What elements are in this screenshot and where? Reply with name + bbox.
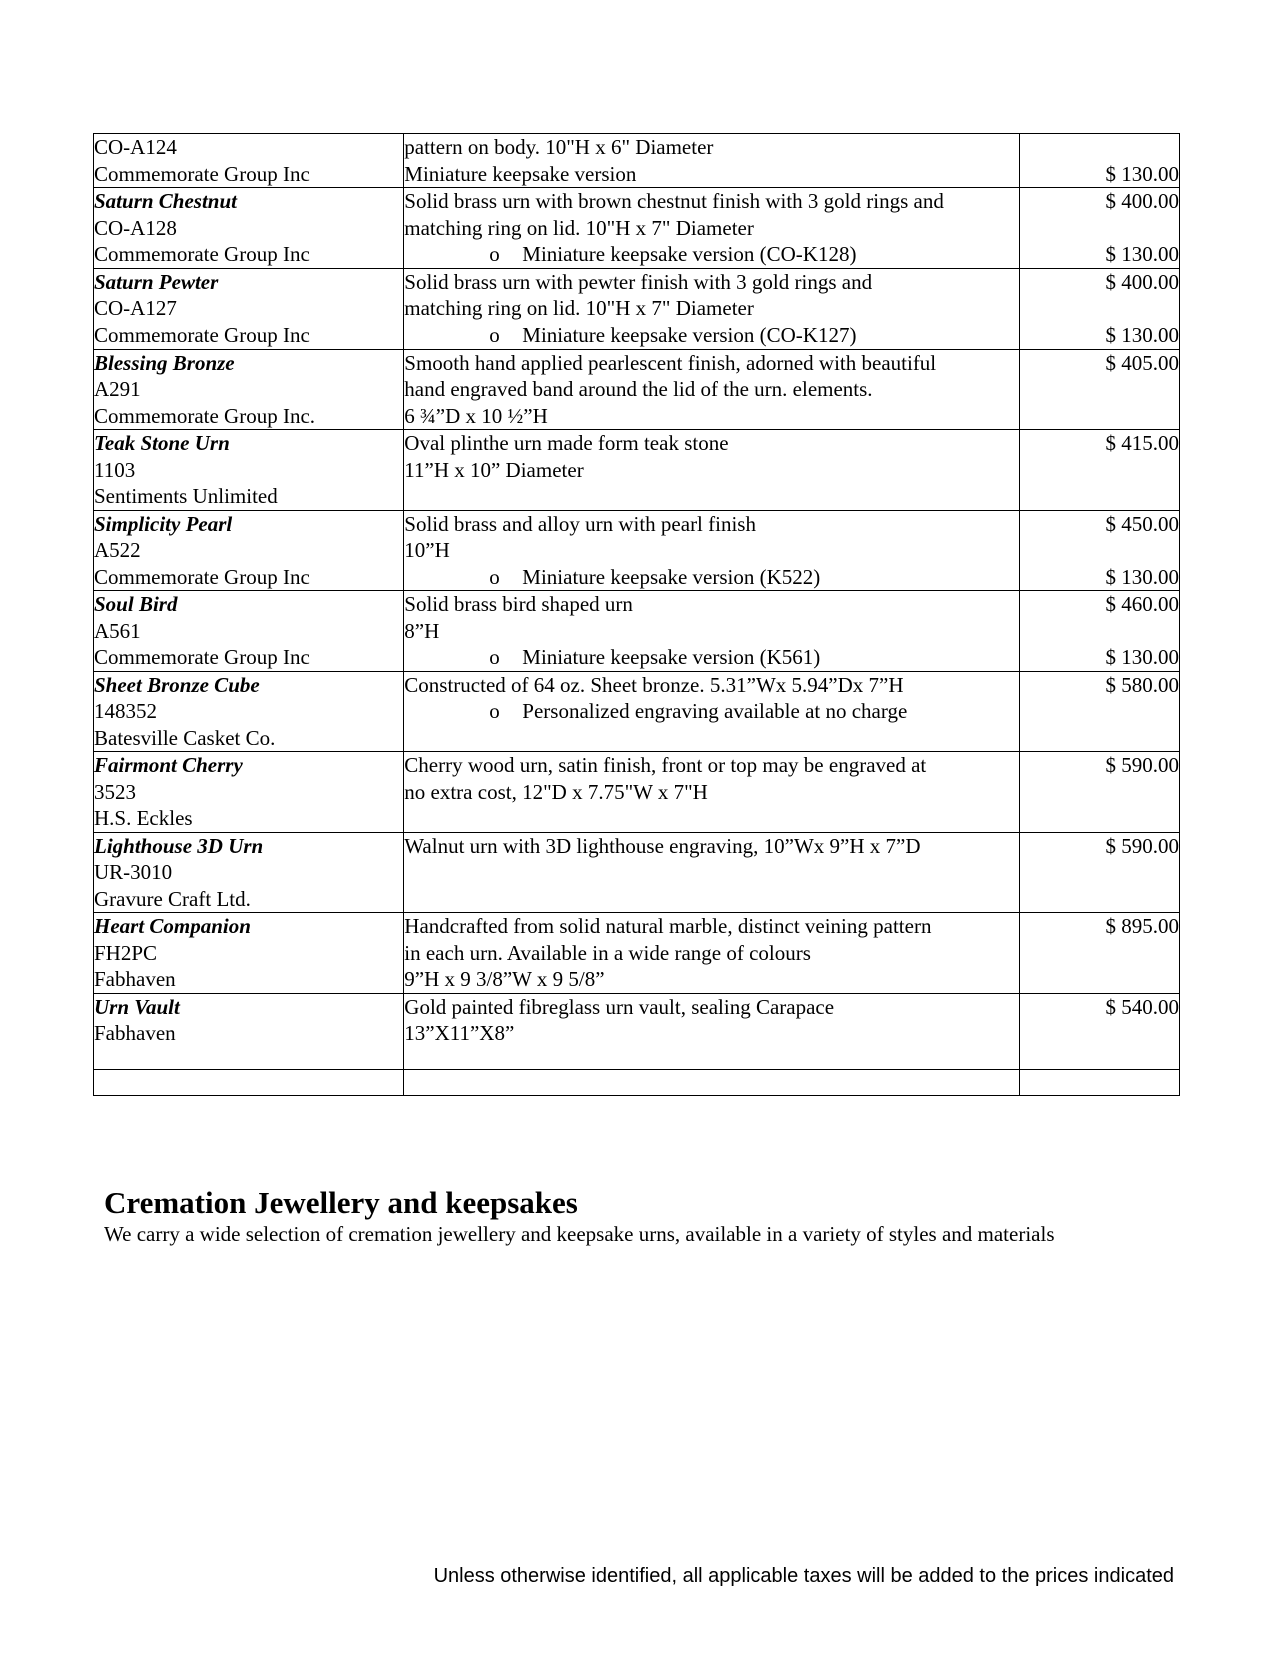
description-text: hand engraved band around the lid of the urn. elements. [404, 377, 873, 401]
description-line [404, 940, 1019, 967]
table-row [94, 913, 1180, 994]
product-supplier: Commemorate Group Inc [94, 564, 310, 589]
price-cell [1019, 188, 1179, 269]
description-cell [404, 349, 1020, 430]
price-value [1020, 215, 1179, 242]
description-cell [404, 268, 1020, 349]
product-cell [94, 134, 404, 188]
price-cell [1019, 510, 1179, 591]
description-text: Personalized engraving available at no charge [522, 699, 908, 723]
price-value: $ 460.00 [1105, 592, 1179, 616]
product-code: CO-A127 [94, 296, 177, 320]
description-text: in each urn. Available in a wide range of colours [404, 940, 811, 965]
description-bullet [404, 241, 1019, 268]
product-name: Simplicity Pearl [94, 511, 233, 536]
product-name: Heart Companion [94, 914, 251, 938]
table-row [94, 993, 1180, 1069]
price-cell [1019, 671, 1179, 752]
table-row [94, 268, 1180, 349]
description-text: Miniature keepsake version (K561) [522, 645, 821, 669]
description-line [404, 350, 1019, 377]
price-cell [1019, 993, 1179, 1069]
product-name: Saturn Chestnut [94, 189, 238, 213]
description-cell [404, 993, 1020, 1069]
product-code: CO-A124 [94, 135, 177, 159]
section-heading: Cremation Jewellery and keepsakes [104, 1185, 578, 1220]
description-line [404, 833, 1019, 860]
product-supplier: Commemorate Group Inc [94, 645, 310, 669]
product-supplier: Commemorate Group Inc [94, 322, 310, 347]
description-text: 13”X11”X8” [404, 1021, 515, 1045]
table-row [94, 832, 1180, 913]
description-text: Miniature keepsake version (K522) [522, 564, 821, 589]
table-row [94, 188, 1180, 269]
product-supplier: Commemorate Group Inc [94, 242, 310, 266]
product-code: 148352 [94, 699, 157, 723]
price-value: $ 590.00 [1105, 833, 1179, 858]
product-name: Lighthouse 3D Urn [94, 833, 264, 858]
description-line [404, 913, 1019, 940]
description-cell [404, 510, 1020, 591]
description-text: matching ring on lid. 10"H x 7" Diameter [404, 215, 754, 240]
description-text: matching ring on lid. 10"H x 7" Diameter [404, 296, 754, 320]
description-text: pattern on body. 10"H x 6" Diameter [404, 135, 714, 159]
description-text: Oval plinthe urn made form teak stone [404, 431, 729, 455]
price-value: $ 580.00 [1105, 672, 1179, 697]
price-value: $ 450.00 [1105, 511, 1179, 536]
description-line [404, 1020, 1019, 1047]
price-value [1020, 134, 1179, 161]
product-name: Soul Bird [94, 592, 178, 616]
description-text: Solid brass and alloy urn with pearl finish [404, 511, 756, 536]
description-line [404, 752, 1019, 779]
description-text: Miniature keepsake version [404, 161, 637, 186]
description-cell [404, 752, 1020, 833]
bullet-marker: o [489, 242, 500, 266]
price-cell [1019, 832, 1179, 913]
product-supplier: Commemorate Group Inc. [94, 403, 316, 428]
price-cell [1019, 752, 1179, 833]
description-text: 8”H [404, 618, 440, 643]
product-cell [94, 752, 404, 833]
description-bullet [404, 644, 1019, 671]
product-code: 1103 [94, 457, 136, 482]
price-value [1020, 537, 1179, 564]
description-bullet [404, 698, 1019, 725]
price-value: $ 590.00 [1105, 753, 1179, 777]
product-supplier: Sentiments Unlimited [94, 484, 278, 508]
product-name: Teak Stone Urn [94, 431, 230, 455]
product-code: A522 [94, 538, 141, 562]
product-cell [94, 832, 404, 913]
description-text: Cherry wood urn, satin finish, front or top may be engraved at [404, 753, 927, 777]
section-text: We carry a wide selection of cremation jewellery and keepsake urns, available in a variety of styles and materials [104, 1222, 1055, 1246]
description-line [404, 215, 1019, 242]
description-text: Solid brass urn with brown chestnut finish with 3 gold rings and [404, 189, 944, 213]
price-value: $ 540.00 [1105, 994, 1179, 1019]
description-line [404, 403, 1019, 430]
description-cell [404, 832, 1020, 913]
product-name: Sheet Bronze Cube [94, 672, 260, 697]
table-row [94, 134, 1180, 188]
description-text: 9”H x 9 3/8”W x 9 5/8” [404, 967, 605, 991]
product-cell [94, 913, 404, 994]
product-cell [94, 430, 404, 511]
product-supplier: Fabhaven [94, 967, 176, 991]
description-bullet [404, 564, 1019, 591]
description-line [404, 672, 1019, 699]
bullet-marker: o [489, 645, 500, 669]
price-cell [1019, 134, 1179, 188]
product-code: FH2PC [94, 940, 158, 965]
table-row [94, 671, 1180, 752]
description-cell [404, 591, 1020, 672]
product-supplier: H.S. Eckles [94, 806, 193, 830]
product-cell [94, 268, 404, 349]
description-bullet [404, 322, 1019, 349]
description-line [404, 161, 1019, 188]
product-name: Urn Vault [94, 994, 180, 1019]
price-value: $ 130.00 [1105, 564, 1179, 589]
product-code: CO-A128 [94, 215, 177, 240]
description-text: 6 ¾”D x 10 ½”H [404, 403, 548, 428]
product-supplier: Commemorate Group Inc [94, 161, 310, 186]
description-text: Handcrafted from solid natural marble, distinct veining pattern [404, 914, 932, 938]
price-value [1020, 295, 1179, 322]
description-text: 11”H x 10” Diameter [404, 457, 584, 482]
table-row [94, 510, 1180, 591]
empty-row [94, 1069, 1180, 1095]
price-value: $ 130.00 [1105, 161, 1179, 186]
description-line [404, 376, 1019, 403]
empty-cell [1019, 1069, 1179, 1095]
product-supplier: Gravure Craft Ltd. [94, 886, 251, 911]
description-line [404, 779, 1019, 806]
table-row [94, 752, 1180, 833]
description-line [404, 188, 1019, 215]
description-line [404, 591, 1019, 618]
price-value: $ 895.00 [1105, 914, 1179, 938]
price-value: $ 415.00 [1105, 431, 1179, 455]
price-value: $ 400.00 [1105, 189, 1179, 213]
description-line [404, 511, 1019, 538]
description-line [404, 618, 1019, 645]
price-value: $ 130.00 [1105, 645, 1179, 669]
description-line [404, 537, 1019, 564]
description-text: Solid brass urn with pewter finish with 3 gold rings and [404, 269, 873, 294]
description-text: Smooth hand applied pearlescent finish, adorned with beautiful [404, 350, 937, 375]
description-line [404, 269, 1019, 296]
description-text: Gold painted fibreglass urn vault, sealing Carapace [404, 994, 835, 1019]
price-cell [1019, 349, 1179, 430]
product-supplier: Fabhaven [94, 1021, 176, 1045]
table-row [94, 430, 1180, 511]
price-cell [1019, 591, 1179, 672]
product-code: A561 [94, 618, 141, 643]
description-cell [404, 913, 1020, 994]
description-cell [404, 671, 1020, 752]
description-text: 10”H [404, 538, 450, 562]
description-line [404, 134, 1019, 161]
product-cell [94, 671, 404, 752]
product-cell [94, 188, 404, 269]
description-line [404, 994, 1019, 1021]
product-name: Saturn Pewter [94, 269, 219, 294]
bullet-marker: o [489, 564, 500, 589]
price-cell [1019, 268, 1179, 349]
description-cell [404, 134, 1020, 188]
price-value: $ 405.00 [1105, 350, 1179, 375]
price-table [93, 133, 1180, 1096]
description-text: Miniature keepsake version (CO-K128) [522, 242, 857, 266]
product-name: Blessing Bronze [94, 350, 235, 375]
product-cell [94, 993, 404, 1069]
description-text: Solid brass bird shaped urn [404, 592, 633, 616]
product-cell [94, 349, 404, 430]
bullet-marker: o [489, 699, 500, 723]
empty-cell [94, 1069, 404, 1095]
description-text: Walnut urn with 3D lighthouse engraving, 10”Wx 9”H x 7”D [404, 833, 921, 858]
empty-cell [404, 1069, 1020, 1095]
price-value [1020, 618, 1179, 645]
price-value: $ 130.00 [1105, 322, 1179, 347]
footer-note: Unless otherwise identified, all applicable taxes will be added to the prices indicated [433, 1565, 1174, 1587]
price-cell [1019, 913, 1179, 994]
table-row [94, 591, 1180, 672]
description-cell [404, 430, 1020, 511]
price-value: $ 130.00 [1105, 242, 1179, 266]
description-line [404, 457, 1019, 484]
product-name: Fairmont Cherry [94, 753, 243, 777]
description-text: Constructed of 64 oz. Sheet bronze. 5.31”Wx 5.94”Dx 7”H [404, 672, 904, 697]
product-cell [94, 510, 404, 591]
description-line [404, 295, 1019, 322]
description-line [404, 430, 1019, 457]
bullet-marker: o [489, 322, 500, 347]
description-cell [404, 188, 1020, 269]
description-text: no extra cost, 12"D x 7.75"W x 7"H [404, 779, 708, 804]
product-supplier: Batesville Casket Co. [94, 725, 276, 750]
product-code: UR-3010 [94, 860, 173, 884]
product-code: 3523 [94, 779, 136, 804]
description-line [404, 966, 1019, 993]
product-cell [94, 591, 404, 672]
price-cell [1019, 430, 1179, 511]
description-text: Miniature keepsake version (CO-K127) [522, 322, 857, 347]
price-value: $ 400.00 [1105, 269, 1179, 294]
price-table-body [94, 134, 1180, 1096]
product-code: A291 [94, 377, 141, 401]
table-row [94, 349, 1180, 430]
